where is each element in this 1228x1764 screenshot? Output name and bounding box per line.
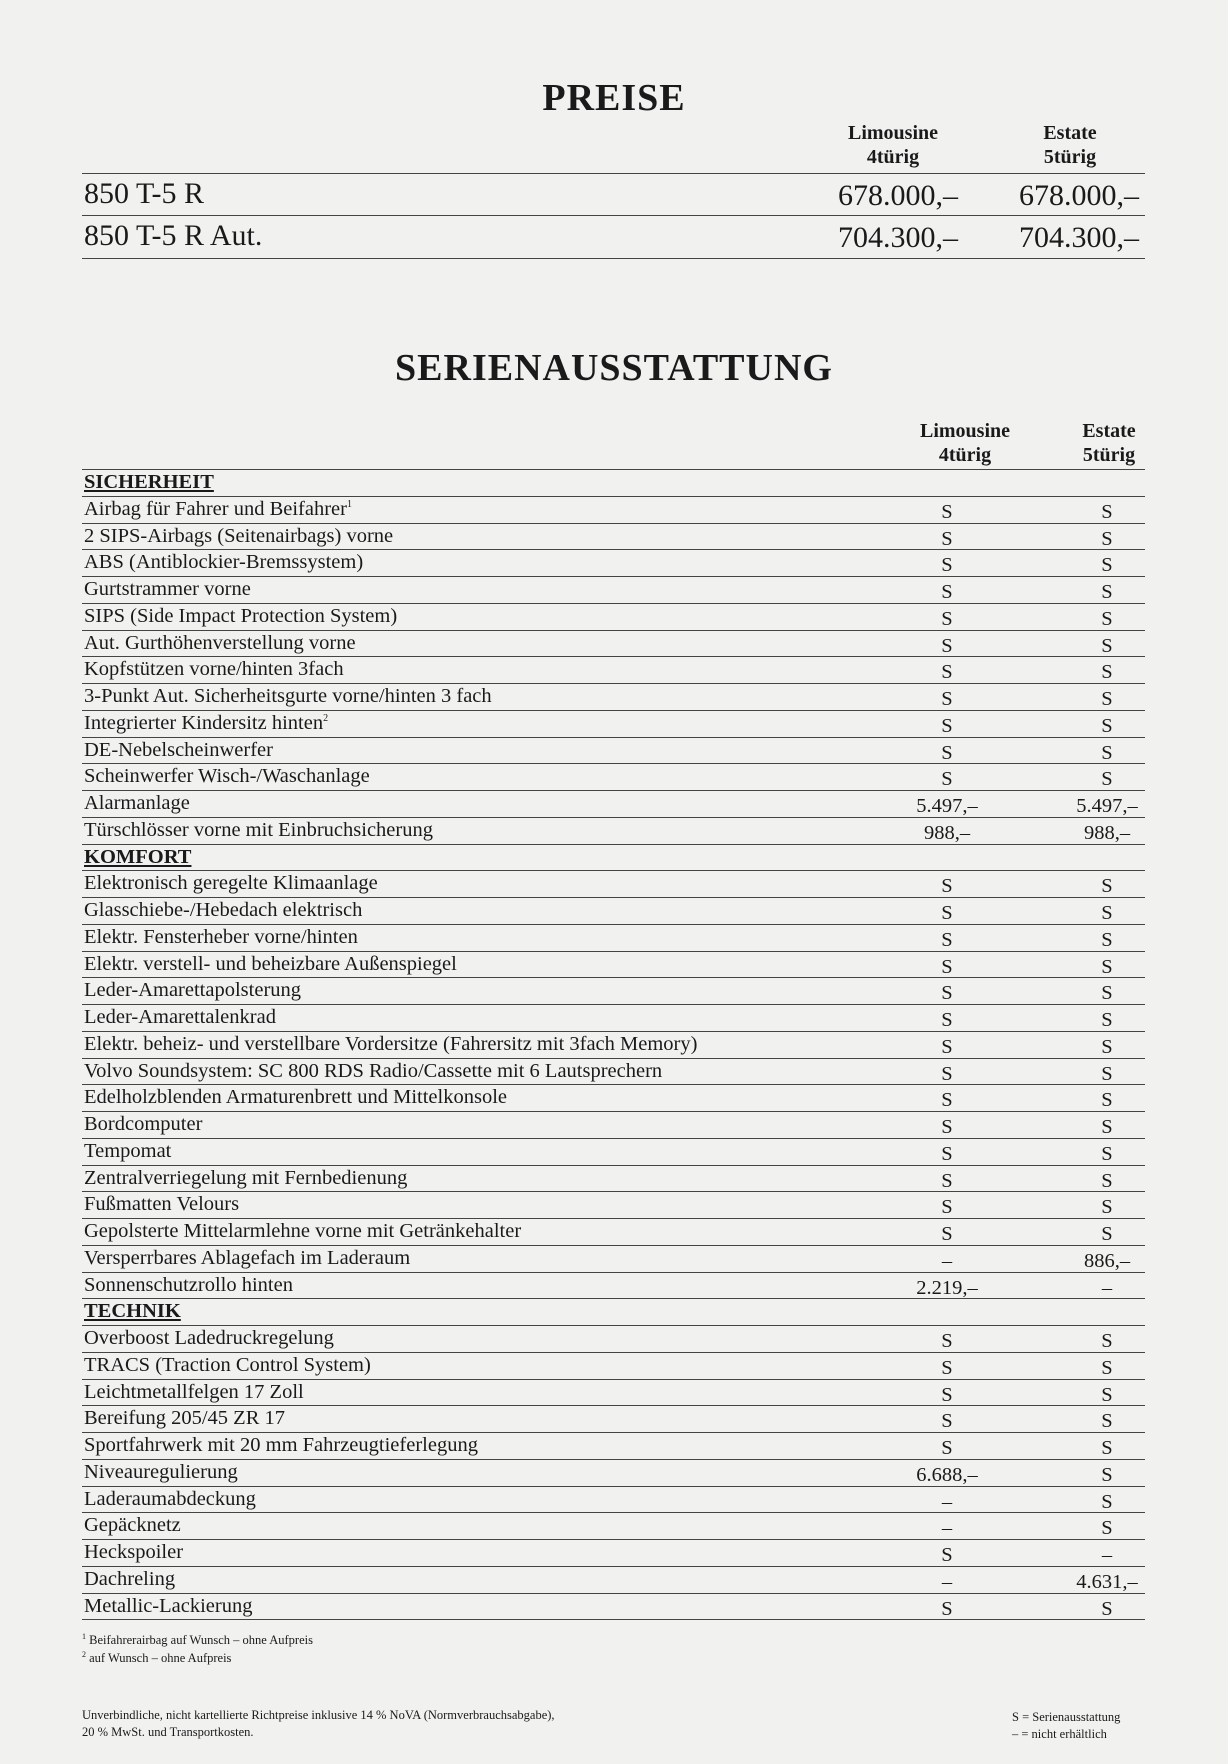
- limousine-value: S: [941, 875, 953, 898]
- equipment-row: [82, 1566, 1145, 1593]
- estate-value: S: [1101, 955, 1113, 978]
- price-row: [82, 215, 1145, 257]
- equipment-row: [82, 951, 1145, 978]
- equipment-row: [82, 1486, 1145, 1513]
- estate-value: 4.631,–: [1076, 1570, 1138, 1593]
- limousine-value: S: [941, 902, 953, 924]
- equipment-label: [84, 1595, 252, 1618]
- equipment-row: [82, 710, 1145, 737]
- equipment-col-limousine-line2: 4türig: [938, 444, 992, 466]
- equipment-row: [82, 1272, 1145, 1299]
- legend-unavailable: – = nicht erhältlich: [1012, 1727, 1107, 1741]
- estate-value: S: [1101, 1463, 1113, 1486]
- equipment-row: [82, 1539, 1145, 1566]
- equipment-label: [84, 578, 251, 601]
- estate-value: S: [1101, 768, 1113, 791]
- legend-standard: S = Serienausstattung: [1012, 1710, 1121, 1724]
- equipment-row: [82, 1432, 1145, 1459]
- section-header: [82, 469, 1145, 496]
- estate-value: S: [1101, 1223, 1113, 1245]
- price-disclaimer-line2: 20 % MwSt. und Transportkosten.: [82, 1725, 254, 1739]
- equipment-label-text: Bordcomputer: [84, 1113, 203, 1135]
- equipment-label: [84, 979, 301, 1002]
- equipment-row: [82, 1031, 1145, 1058]
- equipment-label-text: Kopfstützen vorne/hinten 3fach: [84, 658, 344, 681]
- equipment-label: [84, 792, 190, 815]
- limousine-value: S: [941, 527, 953, 550]
- equipment-row: [82, 1058, 1145, 1085]
- estate-value: 5.497,–: [1076, 795, 1138, 817]
- price-disclaimer-line1: Unverbindliche, nicht kartellierte Richtpreise inklusive 14 % NoVA (Normverbrauchsabgabe),: [82, 1708, 555, 1722]
- limousine-value: S: [941, 1356, 953, 1379]
- equipment-label-text: Elektr. verstell- und beheizbare Außenspiegel: [84, 952, 457, 975]
- equipment-row: [82, 1459, 1145, 1486]
- price-limousine: 704.300,–: [838, 221, 958, 254]
- equipment-row: [82, 549, 1145, 576]
- equipment-label-text: SIPS (Side Impact Protection System): [84, 604, 398, 627]
- equipment-label-text: TRACS (Traction Control System): [84, 1353, 371, 1376]
- equipment-row: [82, 576, 1145, 603]
- estate-value: S: [1101, 1356, 1113, 1379]
- estate-value: S: [1101, 875, 1113, 898]
- limousine-value: 988,–: [923, 821, 971, 844]
- estate-value: S: [1101, 1089, 1113, 1112]
- footnote-2-text: auf Wunsch – ohne Aufpreis: [89, 1651, 232, 1666]
- equipment-label-text: Laderaumabdeckung: [84, 1487, 256, 1510]
- limousine-value: 5.497,–: [916, 795, 978, 817]
- limousine-value: S: [941, 768, 953, 791]
- equipment-row: [82, 870, 1145, 897]
- limousine-value: S: [941, 688, 953, 710]
- equipment-row: [82, 1004, 1145, 1031]
- equipment-row: [82, 897, 1145, 924]
- model-name: 850 T-5 R Aut.: [84, 219, 263, 252]
- equipment-label-text: Glasschiebe-/Hebedach elektrisch: [84, 899, 363, 921]
- equipment-row: [82, 924, 1145, 951]
- limousine-value: S: [941, 714, 953, 737]
- limousine-value: 6.688,–: [916, 1463, 978, 1486]
- equipment-label: [84, 1541, 183, 1564]
- equipment-label: [84, 1033, 697, 1056]
- equipment-label: [84, 605, 397, 628]
- equipment-label-text: Scheinwerfer Wisch-/Waschanlage: [84, 765, 370, 788]
- prices-col-limousine-header: [828, 121, 958, 169]
- prices-bottom-rule: [82, 258, 1145, 259]
- equipment-row: [82, 1379, 1145, 1406]
- prices-col-estate-header: [1005, 121, 1135, 169]
- limousine-value: S: [941, 741, 953, 764]
- limousine-value: 2.219,–: [916, 1276, 978, 1299]
- estate-value: S: [1101, 1169, 1113, 1192]
- limousine-value: S: [941, 982, 953, 1005]
- limousine-value: –: [941, 1249, 953, 1272]
- equipment-label-text: Türschlösser vorne mit Einbruchsicherung: [84, 818, 433, 841]
- equipment-row: [82, 977, 1145, 1004]
- estate-value: 988,–: [1083, 821, 1131, 844]
- limousine-value: S: [941, 1223, 953, 1245]
- equipment-row: [82, 817, 1145, 844]
- price-estate: 704.300,–: [1019, 221, 1139, 254]
- estate-value: S: [1101, 661, 1113, 684]
- equipment-label: [84, 1006, 276, 1029]
- equipment-label-text: Gepäcknetz: [84, 1514, 181, 1537]
- prices-col-estate-line1: Estate: [1043, 122, 1097, 144]
- equipment-col-limousine-header: [900, 419, 1030, 467]
- equipment-label-text: Elektr. Fensterheber vorne/hinten: [84, 925, 358, 948]
- equipment-label: [84, 1060, 662, 1083]
- equipment-label: [84, 819, 433, 842]
- equipment-label: [84, 1407, 285, 1430]
- estate-value: S: [1101, 902, 1113, 924]
- footnote-1-text: Beifahrerairbag auf Wunsch – ohne Aufpreis: [89, 1633, 313, 1648]
- estate-value: S: [1101, 1330, 1113, 1352]
- limousine-value: –: [941, 1490, 953, 1513]
- equipment-label: [84, 1086, 507, 1109]
- equipment-label: [84, 1274, 293, 1297]
- equipment-label: [84, 1327, 334, 1350]
- prices-col-limousine-line2: 4türig: [866, 146, 920, 168]
- limousine-value: S: [941, 1437, 953, 1459]
- equipment-row: [82, 1165, 1145, 1192]
- equipment-label-text: Niveauregulierung: [84, 1460, 238, 1483]
- estate-value: S: [1101, 982, 1113, 1005]
- equipment-label-text: 3-Punkt Aut. Sicherheitsgurte vorne/hinten 3 fach: [84, 685, 492, 707]
- equipment-label: [84, 551, 363, 574]
- equipment-label: [84, 1381, 304, 1404]
- equipment-col-estate-line2: 5türig: [1082, 444, 1136, 466]
- equipment-row: [82, 1325, 1145, 1352]
- equipment-label-text: Alarmanlage: [84, 792, 190, 814]
- equipment-label-text: Leder-Amarettapolsterung: [84, 979, 302, 1002]
- estate-value: S: [1101, 1490, 1113, 1513]
- equipment-row: [82, 683, 1145, 710]
- estate-value: S: [1101, 554, 1113, 577]
- equipment-label: [84, 685, 492, 708]
- equipment-label-text: Elektr. beheiz- und verstellbare Vordersitze (Fahrersitz mit 3fach Memory): [84, 1032, 698, 1055]
- equipment-label-text: Zentralverriegelung mit Fernbedienung: [84, 1166, 408, 1189]
- equipment-label-text: Overboost Ladedruckregelung: [84, 1327, 334, 1349]
- equipment-label-text: 2 SIPS-Airbags (Seitenairbags) vorne: [84, 524, 394, 547]
- equipment-row: [82, 1512, 1145, 1539]
- equipment-label: [84, 1220, 521, 1243]
- equipment-label: [84, 498, 352, 521]
- equipment-label-text: Volvo Soundsystem: SC 800 RDS Radio/Cassette mit 6 Lautsprechern: [84, 1059, 663, 1082]
- equipment-row: [82, 1191, 1145, 1218]
- limousine-value: S: [941, 1116, 953, 1138]
- limousine-value: S: [941, 1410, 953, 1433]
- limousine-value: S: [941, 634, 953, 657]
- equipment-row: [82, 763, 1145, 790]
- estate-value: S: [1101, 1035, 1113, 1058]
- equipment-label: [84, 712, 328, 735]
- estate-value: S: [1101, 634, 1113, 657]
- equipment-col-estate-header: [1044, 419, 1174, 467]
- estate-value: S: [1101, 1142, 1113, 1165]
- equipment-label-text: Metallic-Lackierung: [84, 1594, 253, 1617]
- limousine-value: S: [941, 1330, 953, 1352]
- footnote-2: $^2$ auf Wunsch – ohne Aufpreis: [82, 1650, 232, 1666]
- estate-value: S: [1101, 714, 1113, 737]
- equipment-row: [82, 523, 1145, 550]
- limousine-value: S: [941, 1196, 953, 1219]
- limousine-value: S: [941, 1035, 953, 1058]
- limousine-value: S: [941, 1544, 953, 1566]
- equipment-label: [84, 1461, 238, 1484]
- equipment-label: [84, 953, 457, 976]
- equipment-row: [82, 1405, 1145, 1432]
- section-header: [82, 844, 1145, 871]
- equipment-row: [82, 630, 1145, 657]
- estate-value: S: [1101, 928, 1113, 951]
- equipment-label-text: Dachreling: [84, 1567, 176, 1590]
- equipment-label: [84, 632, 356, 655]
- equipment-row: [82, 656, 1145, 683]
- prices-col-estate-line2: 5türig: [1043, 146, 1097, 168]
- limousine-value: S: [941, 955, 953, 978]
- equipment-label: [84, 1140, 171, 1163]
- equipment-label-text: Aut. Gurthöhenverstellung vorne: [84, 631, 356, 654]
- limousine-value: S: [941, 1169, 953, 1192]
- equipment-label: [84, 1167, 407, 1190]
- equipment-row: [82, 1245, 1145, 1272]
- equipment-label: [84, 765, 370, 788]
- limousine-value: S: [941, 661, 953, 684]
- limousine-value: S: [941, 1597, 953, 1620]
- limousine-value: S: [941, 1009, 953, 1031]
- equipment-label-text: Leichtmetallfelgen 17 Zoll: [84, 1380, 304, 1403]
- limousine-value: S: [941, 554, 953, 577]
- equipment-row: [82, 1138, 1145, 1165]
- prices-title: PREISE: [542, 77, 686, 119]
- equipment-row: [82, 737, 1145, 764]
- equipment-row: [82, 1218, 1145, 1245]
- estate-value: S: [1101, 500, 1113, 523]
- equipment-row: [82, 1111, 1145, 1138]
- limousine-value: –: [941, 1517, 953, 1540]
- row-rule: [82, 1619, 1145, 1620]
- estate-value: S: [1101, 688, 1113, 710]
- equipment-row: [82, 1352, 1145, 1379]
- estate-value: S: [1101, 1009, 1113, 1031]
- prices-col-limousine-line1: Limousine: [847, 122, 939, 144]
- equipment-label: [84, 1113, 202, 1136]
- estate-value: S: [1101, 1597, 1113, 1620]
- price-estate: 678.000,–: [1019, 179, 1139, 212]
- equipment-label-text: Fußmatten Velours: [84, 1193, 240, 1216]
- limousine-value: S: [941, 581, 953, 603]
- equipment-label-text: DE-Nebelscheinwerfer: [84, 738, 273, 761]
- estate-value: S: [1101, 1062, 1113, 1085]
- price-disclaimer: [82, 1707, 555, 1741]
- estate-value: –: [1101, 1544, 1113, 1566]
- limousine-value: S: [941, 1142, 953, 1165]
- limousine-value: S: [941, 607, 953, 630]
- equipment-label: [84, 739, 273, 762]
- equipment-row: [82, 1593, 1145, 1620]
- equipment-row: [82, 603, 1145, 630]
- equipment-label: [84, 1247, 410, 1270]
- estate-value: S: [1101, 1437, 1113, 1459]
- estate-value: S: [1101, 581, 1113, 603]
- equipment-label-text: Elektronisch geregelte Klimaanlage: [84, 872, 378, 895]
- equipment-label: [84, 926, 358, 949]
- equipment-label: [84, 872, 378, 895]
- equipment-label-text: Bereifung 205/45 ZR 17: [84, 1407, 285, 1430]
- equipment-label: [84, 658, 344, 681]
- limousine-value: S: [941, 1062, 953, 1085]
- equipment-col-limousine-line1: Limousine: [919, 420, 1011, 442]
- equipment-label-text: Edelholzblenden Armaturenbrett und Mittelkonsole: [84, 1086, 507, 1109]
- limousine-value: –: [941, 1570, 953, 1593]
- equipment-label: [84, 1354, 371, 1377]
- section-header: [82, 1298, 1145, 1325]
- section-title: TECHNIK: [84, 1300, 181, 1323]
- equipment-col-estate-line1: Estate: [1082, 420, 1136, 442]
- equipment-label-text: Sportfahrwerk mit 20 mm Fahrzeugtieferlegung: [84, 1434, 478, 1456]
- equipment-label-text: Sonnenschutzrollo hinten: [84, 1273, 293, 1296]
- section-title: KOMFORT: [84, 845, 192, 868]
- equipment-label-text: Leder-Amarettalenkrad: [84, 1006, 276, 1028]
- footnote-marker: 1: [346, 498, 352, 510]
- equipment-title: SERIENAUSSTATTUNG: [395, 347, 833, 389]
- estate-value: S: [1101, 1410, 1113, 1433]
- equipment-label-text: Gepolsterte Mittelarmlehne vorne mit Getränkehalter: [84, 1220, 522, 1242]
- estate-value: S: [1101, 1196, 1113, 1219]
- equipment-label-text: Integrierter Kindersitz hinten: [84, 711, 324, 734]
- limousine-value: S: [941, 1383, 953, 1406]
- equipment-label: [84, 1434, 478, 1457]
- section-title: SICHERHEIT: [84, 471, 214, 493]
- price-row: [82, 173, 1145, 215]
- equipment-label-text: Heckspoiler: [84, 1541, 184, 1563]
- legend: [1012, 1709, 1142, 1743]
- estate-value: S: [1101, 1383, 1113, 1406]
- equipment-label-text: Tempomat: [84, 1139, 172, 1162]
- equipment-row: [82, 496, 1145, 523]
- estate-value: S: [1101, 741, 1113, 764]
- estate-value: –: [1101, 1276, 1113, 1299]
- limousine-value: S: [941, 1089, 953, 1112]
- footnote-1: $^1$ Beifahrerairbag auf Wunsch – ohne Aufpreis: [82, 1632, 313, 1648]
- equipment-label-text: Airbag für Fahrer und Beifahrer: [84, 497, 347, 520]
- equipment-label: [84, 1568, 175, 1591]
- equipment-label: [84, 899, 362, 922]
- estate-value: S: [1101, 527, 1113, 550]
- equipment-row: [82, 790, 1145, 817]
- limousine-value: S: [941, 928, 953, 951]
- estate-value: 886,–: [1083, 1249, 1131, 1272]
- estate-value: S: [1101, 607, 1113, 630]
- price-limousine: 678.000,–: [838, 179, 958, 212]
- equipment-row: [82, 1084, 1145, 1111]
- model-name: 850 T-5 R: [84, 177, 205, 210]
- estate-value: S: [1101, 1116, 1113, 1138]
- equipment-label-text: Gurtstrammer vorne: [84, 578, 251, 600]
- estate-value: S: [1101, 1517, 1113, 1540]
- equipment-label-text: ABS (Antiblockier-Bremssystem): [84, 551, 364, 574]
- equipment-label: [84, 525, 393, 548]
- equipment-label: [84, 1488, 256, 1511]
- equipment-label: [84, 1193, 239, 1216]
- footnote-marker: 2: [323, 712, 329, 724]
- limousine-value: S: [941, 500, 953, 523]
- equipment-label: [84, 1514, 181, 1537]
- equipment-label-text: Versperrbares Ablagefach im Laderaum: [84, 1246, 411, 1269]
